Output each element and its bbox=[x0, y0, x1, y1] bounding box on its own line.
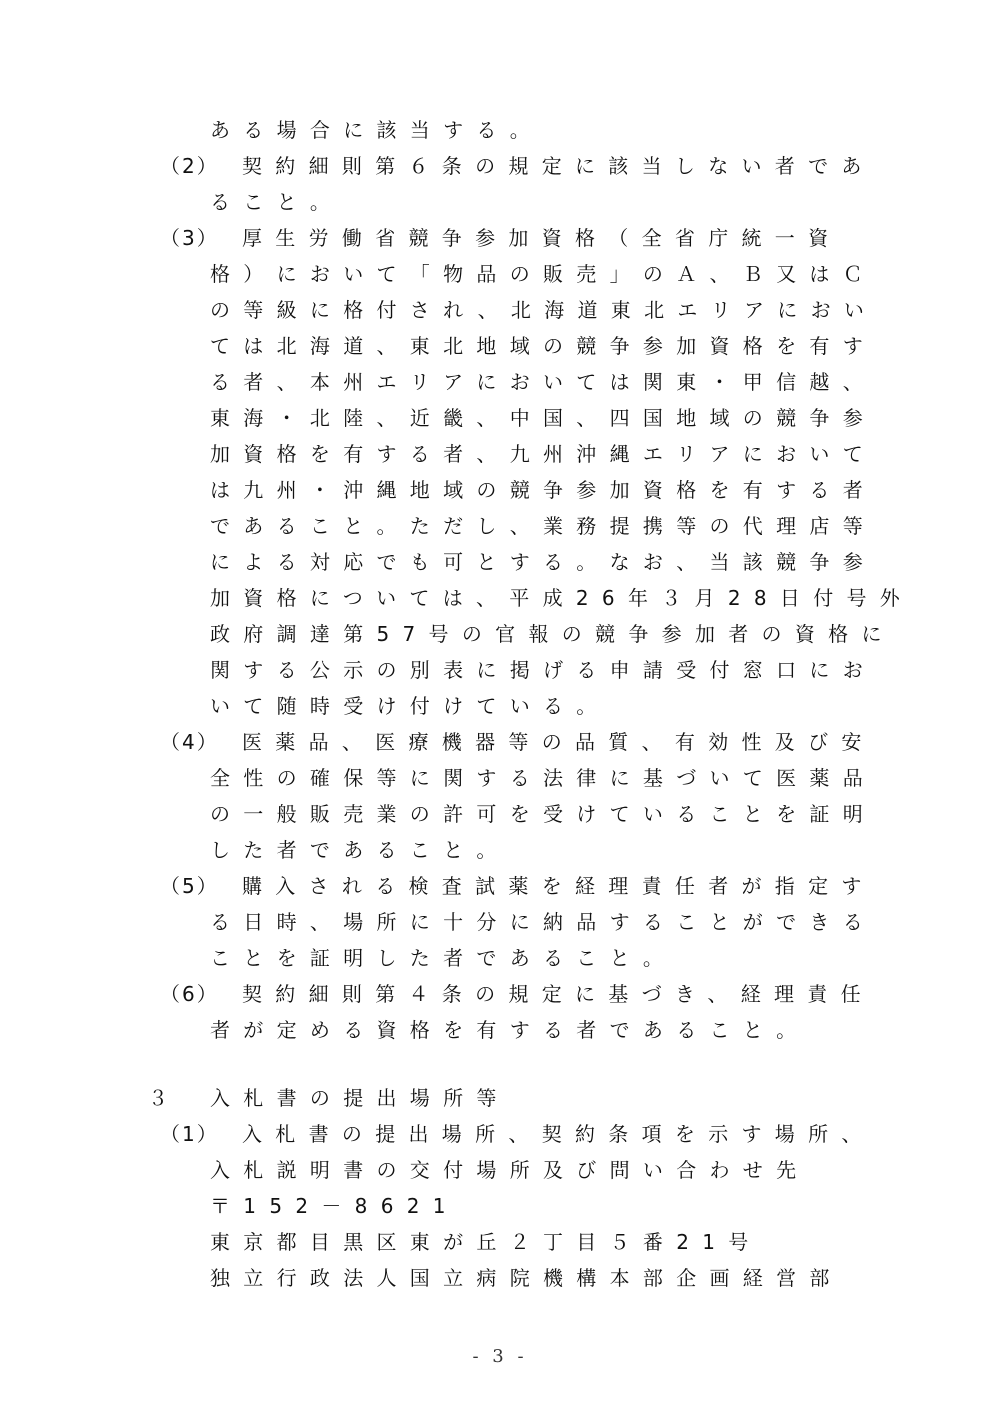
text-line: 医薬品、医療機器等の品質、有効性及び安 bbox=[242, 730, 875, 754]
text-line: 者が定める資格を有する者であること。 bbox=[210, 1018, 810, 1042]
text-line: 全性の確保等に関する法律に基づいて医薬品 bbox=[210, 766, 876, 790]
text-line: は九州・沖縄地域の競争参加資格を有する者 bbox=[210, 478, 876, 502]
text-line: ある場合に該当する。 bbox=[210, 118, 543, 142]
text-line: 厚生労働省競争参加資格（全省庁統一資 bbox=[242, 226, 842, 250]
item-number: （6） bbox=[160, 982, 219, 1006]
text-line: した者であること。 bbox=[210, 838, 510, 862]
text-line: の一般販売業の許可を受けていることを証明 bbox=[210, 802, 876, 826]
item-number: （4） bbox=[160, 730, 219, 754]
text-line: 契約細則第６条の規定に該当しない者であ bbox=[242, 154, 875, 178]
text-line: 関する公示の別表に掲げる申請受付窓口にお bbox=[210, 658, 876, 682]
text-line: ること。 bbox=[210, 190, 344, 214]
section-heading: 入札書の提出場所等 bbox=[210, 1086, 510, 1110]
address-line: 東京都目黒区東が丘２丁目５番21号 bbox=[210, 1230, 762, 1254]
item-number: （5） bbox=[160, 874, 219, 898]
text-line: 東海・北陸、近畿、中国、四国地域の競争参 bbox=[210, 406, 876, 430]
page-number: - 3 - bbox=[472, 1346, 528, 1367]
organization-line: 独立行政法人国立病院機構本部企画経営部 bbox=[210, 1266, 843, 1290]
item-number: （1） bbox=[160, 1122, 219, 1146]
text-line: る者、本州エリアにおいては関東・甲信越、 bbox=[210, 370, 876, 394]
text-line: であること。ただし、業務提携等の代理店等 bbox=[210, 514, 876, 538]
section-number: ３ bbox=[148, 1086, 170, 1110]
text-line: 政府調達第57号の官報の競争参加者の資格に bbox=[210, 622, 895, 646]
text-line: による対応でも可とする。なお、当該競争参 bbox=[210, 550, 876, 574]
text-line: 入札書の提出場所、契約条項を示す場所、 bbox=[242, 1122, 875, 1146]
text-line: の等級に格付され、北海道東北エリアにおい bbox=[210, 298, 878, 322]
text-line: 格）において「物品の販売」のＡ、Ｂ又はＣ bbox=[210, 262, 876, 286]
text-line: いて随時受け付けている。 bbox=[210, 694, 610, 718]
text-line: 入札説明書の交付場所及び問い合わせ先 bbox=[210, 1158, 810, 1182]
item-number: （2） bbox=[160, 154, 219, 178]
text-line: 契約細則第４条の規定に基づき、経理責任 bbox=[242, 982, 874, 1006]
item-number: （3） bbox=[160, 226, 219, 250]
postal-code: 〒152－8621 bbox=[210, 1194, 459, 1218]
text-line: ことを証明した者であること。 bbox=[210, 946, 677, 970]
text-line: 購入される検査試薬を経理責任者が指定す bbox=[242, 874, 875, 898]
text-line: る日時、場所に十分に納品することができる bbox=[210, 910, 876, 934]
text-line: 加資格については、平成26年３月28日付号外 bbox=[210, 586, 914, 610]
text-line: 加資格を有する者、九州沖縄エリアにおいて bbox=[210, 442, 876, 466]
text-line: ては北海道、東北地域の競争参加資格を有す bbox=[210, 334, 876, 358]
